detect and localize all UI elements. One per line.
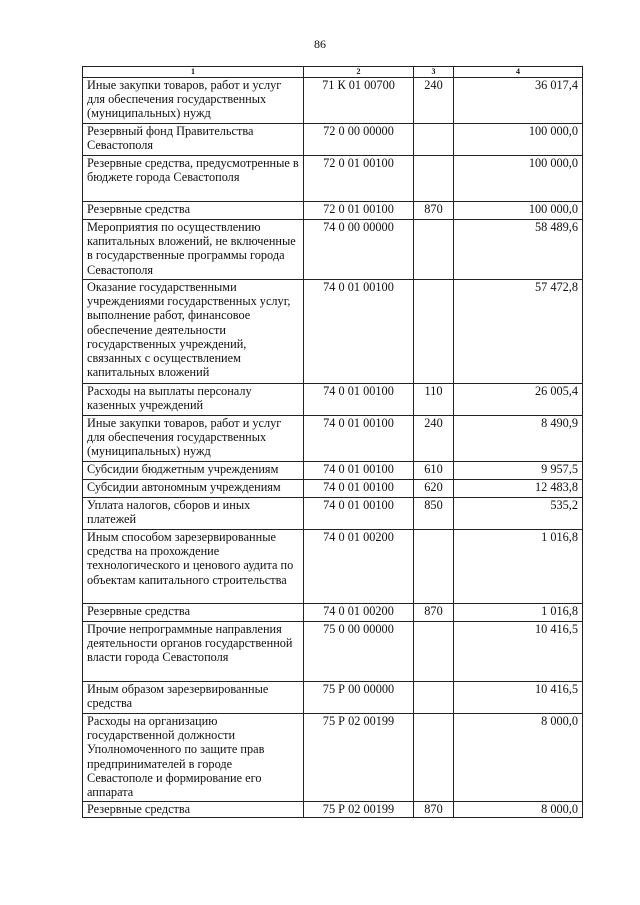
table-row [83, 714, 583, 802]
row-code-cell: 74 0 01 00100 [304, 280, 414, 384]
table-row [83, 622, 583, 682]
header-col-1: 1 [83, 67, 304, 78]
budget-table [82, 66, 583, 818]
row-amount-cell: 10 416,5 [454, 622, 583, 682]
row-code-cell: 74 0 01 00100 [304, 462, 414, 480]
row-amount-cell: 12 483,8 [454, 480, 583, 498]
header-col-2: 2 [304, 67, 414, 78]
row-type-cell [414, 156, 454, 202]
row-amount-cell: 1 016,8 [454, 604, 583, 622]
row-name-cell: Резервные средства, предусмотренные в бюджете города Севастополя [83, 156, 304, 202]
row-code-cell: 75 Р 02 00199 [304, 802, 414, 818]
row-amount-cell: 1 016,8 [454, 530, 583, 604]
row-code-cell: 71 К 01 00700 [304, 78, 414, 124]
row-amount-cell: 10 416,5 [454, 682, 583, 714]
row-code-cell: 74 0 01 00100 [304, 416, 414, 462]
table-row [83, 498, 583, 530]
header-col-4: 4 [454, 67, 583, 78]
page-number: 86 [314, 37, 326, 51]
row-amount-cell: 535,2 [454, 498, 583, 530]
table-row [83, 416, 583, 462]
row-code-cell: 74 0 01 00200 [304, 604, 414, 622]
row-amount-cell: 100 000,0 [454, 124, 583, 156]
row-code-cell: 75 Р 02 00199 [304, 714, 414, 802]
table-body [83, 78, 583, 818]
row-name-cell: Резервные средства [83, 604, 304, 622]
table-row [83, 124, 583, 156]
table-row [83, 604, 583, 622]
row-amount-cell: 8 000,0 [454, 802, 583, 818]
row-name-cell: Субсидии бюджетным учреждениям [83, 462, 304, 480]
row-code-cell: 75 0 00 00000 [304, 622, 414, 682]
row-name-cell: Расходы на организацию государственной должности Уполномоченного по защите прав предпринимателей в городе Севастополе и формирование его аппарата [83, 714, 304, 802]
row-name-cell: Оказание государственными учреждениями государственных услуг, выполнение работ, финансовое обеспечение деятельности государственных учреждений, связанных с осуществлением капитальных вложений [83, 280, 304, 384]
row-type-cell [414, 622, 454, 682]
row-amount-cell: 9 957,5 [454, 462, 583, 480]
row-code-cell: 74 0 01 00100 [304, 384, 414, 416]
row-type-cell: 110 [414, 384, 454, 416]
row-name-cell: Резервный фонд Правительства Севастополя [83, 124, 304, 156]
row-code-cell: 72 0 00 00000 [304, 124, 414, 156]
row-name-cell: Иным способом зарезервированные средства на прохождение технологического и ценового аудита по объектам капитального строительства [83, 530, 304, 604]
row-type-cell: 870 [414, 604, 454, 622]
row-amount-cell: 100 000,0 [454, 202, 583, 220]
row-amount-cell: 100 000,0 [454, 156, 583, 202]
row-type-cell [414, 682, 454, 714]
table-row [83, 156, 583, 202]
row-type-cell [414, 714, 454, 802]
table-row [83, 78, 583, 124]
row-type-cell: 620 [414, 480, 454, 498]
row-name-cell: Мероприятия по осуществлению капитальных вложений, не включенные в государственные программы города Севастополя [83, 220, 304, 280]
row-type-cell: 850 [414, 498, 454, 530]
row-amount-cell: 26 005,4 [454, 384, 583, 416]
row-name-cell: Иные закупки товаров, работ и услуг для обеспечения государственных (муниципальных) нужд [83, 416, 304, 462]
table-row [83, 202, 583, 220]
table-row [83, 280, 583, 384]
row-amount-cell: 36 017,4 [454, 78, 583, 124]
row-amount-cell: 58 489,6 [454, 220, 583, 280]
table-row [83, 462, 583, 480]
row-amount-cell: 8 490,9 [454, 416, 583, 462]
row-type-cell: 870 [414, 802, 454, 818]
row-code-cell: 72 0 01 00100 [304, 202, 414, 220]
table-row [83, 384, 583, 416]
row-code-cell: 75 Р 00 00000 [304, 682, 414, 714]
row-name-cell: Иным образом зарезервированные средства [83, 682, 304, 714]
row-name-cell: Резервные средства [83, 802, 304, 818]
table-row [83, 480, 583, 498]
table-header [83, 67, 583, 78]
row-type-cell: 240 [414, 416, 454, 462]
row-name-cell: Уплата налогов, сборов и иных платежей [83, 498, 304, 530]
row-code-cell: 72 0 01 00100 [304, 156, 414, 202]
row-type-cell: 240 [414, 78, 454, 124]
header-col-3: 3 [414, 67, 454, 78]
row-name-cell: Резервные средства [83, 202, 304, 220]
row-name-cell: Прочие непрограммные направления деятельности органов государственной власти города Севастополя [83, 622, 304, 682]
header-row [83, 67, 583, 78]
table-row [83, 802, 583, 818]
row-type-cell: 610 [414, 462, 454, 480]
row-code-cell: 74 0 01 00100 [304, 480, 414, 498]
row-name-cell: Иные закупки товаров, работ и услуг для обеспечения государственных (муниципальных) нужд [83, 78, 304, 124]
row-type-cell [414, 530, 454, 604]
row-name-cell: Расходы на выплаты персоналу казенных учреждений [83, 384, 304, 416]
row-type-cell: 870 [414, 202, 454, 220]
row-code-cell: 74 0 00 00000 [304, 220, 414, 280]
row-amount-cell: 57 472,8 [454, 280, 583, 384]
table-row [83, 220, 583, 280]
table-row [83, 682, 583, 714]
row-type-cell [414, 280, 454, 384]
row-code-cell: 74 0 01 00200 [304, 530, 414, 604]
row-name-cell: Субсидии автономным учреждениям [83, 480, 304, 498]
row-type-cell [414, 124, 454, 156]
row-type-cell [414, 220, 454, 280]
row-amount-cell: 8 000,0 [454, 714, 583, 802]
table-row [83, 530, 583, 604]
row-code-cell: 74 0 01 00100 [304, 498, 414, 530]
